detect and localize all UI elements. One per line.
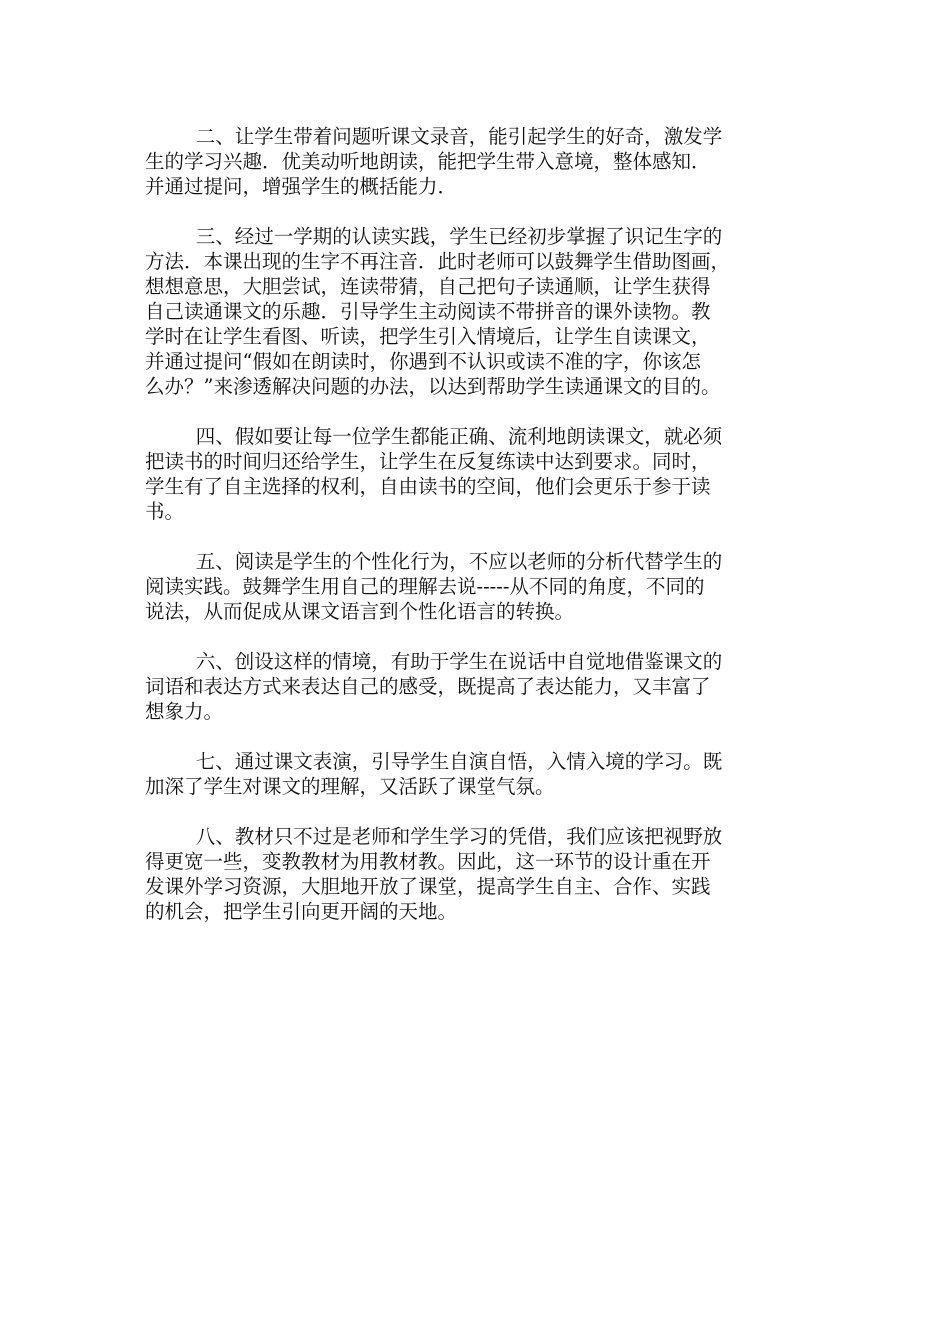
- paragraph-2: 二、让学生带着问题听课文录音，能引起学生的好奇，激发学 生的学习兴趣．优美动听地朗读，能把学生带入意境，整体感知． 并通过提问，增强学生的概括能力．: [145, 125, 723, 198]
- document-body: [145, 124, 810, 949]
- paragraph-5: 五、阅读是学生的个性化行为，不应以老师的分析代替学生的 阅读实践。鼓舞学生用自己的理解去说-----从不同的角度，不同的 说法，从而促成从课文语言到个性化语言的转换。: [145, 550, 723, 623]
- paragraph-3: 三、经过一学期的认读实践，学生已经初步掌握了识记生字的 方法．本课出现的生字不再注音．此时老师可以鼓舞学生借助图画， 想想意思，大胆尝试，连读带猜，自己把句子读通顺，让学生获得 自己读通课文的乐趣．引导学生主动阅读不带拼音的课外读物。教 学时在让学生看图、听读，把学生引入情境后，让学生自读课文， 并通过提问“假如在朗读时，你遇到不认识或读不准的字，你该怎 么办？”来渗透解决问题的办法，以达到帮助学生读通课文的目的。: [145, 225, 731, 398]
- paragraph-6: 六、创设这样的情境，有助于学生在说话中自觉地借鉴课文的 词语和表达方式来表达自己的感受，既提高了表达能力，又丰富了 想象力。: [145, 650, 723, 723]
- paragraph-4: 四、假如要让每一位学生都能正确、流利地朗读课文，就必须 把读书的时间归还给学生，让学生在反复练读中达到要求。同时， 学生有了自主选择的权利，自由读书的空间，他们会更乐于参于读 书。: [145, 425, 723, 523]
- paragraph-8: 八、教材只不过是老师和学生学习的凭借，我们应该把视野放 得更宽一些，变教教材为用教材教。因此，这一环节的设计重在开 发课外学习资源，大胆地开放了课堂，提高学生自主、合作、实践 的机会，把学生引向更开阔的天地。: [145, 825, 723, 923]
- paragraph-7: 七、通过课文表演，引导学生自演自悟，入情入境的学习。既 加深了学生对课文的理解，又活跃了课堂气氛。: [145, 750, 723, 798]
